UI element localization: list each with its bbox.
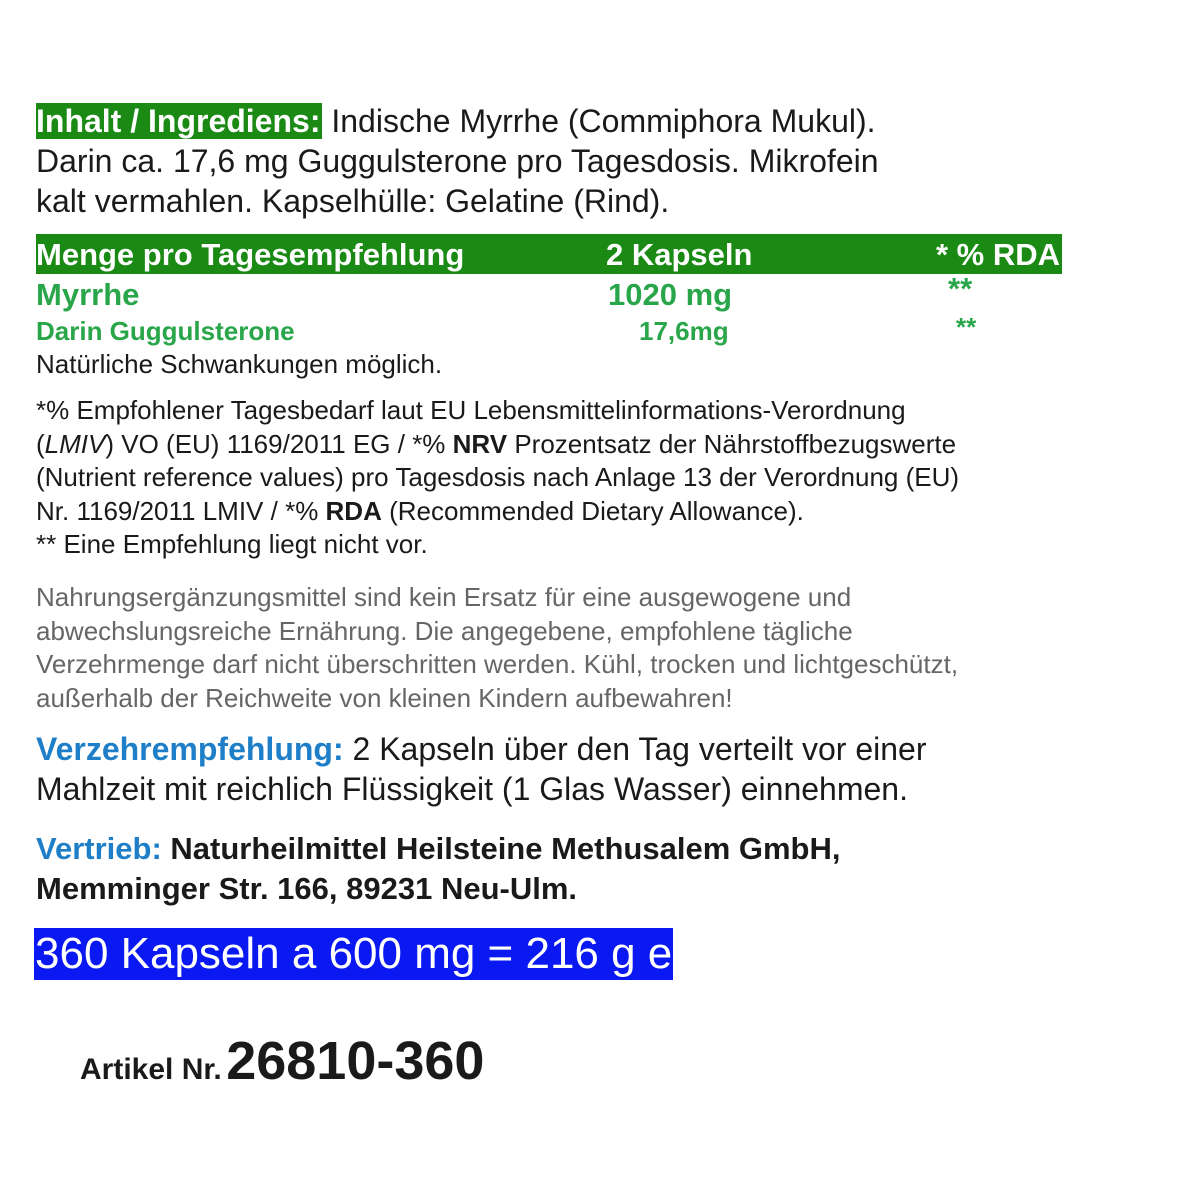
lmiv-term: LMIV [44,428,106,459]
dosage-label: Verzehrempfehlung: [36,731,344,767]
legal-l2-rest: Prozentsatz der Nährstoffbezugswerte [507,428,957,459]
header-rda: * % RDA [935,237,1060,272]
nrv-term: NRV [452,428,508,459]
row-name: Myrrhe [36,277,140,312]
dosage-recommendation [36,729,1136,809]
ingredients-line-2: Darin ca. 17,6 mg Guggulsterone pro Tagesdosis. Mikrofein [36,143,879,179]
nutrition-table [36,234,1062,348]
header-capsules: 2 Kapseln [606,237,753,272]
distributor-address: Memminger Str. 166, 89231 Neu-Ulm. [36,871,578,906]
legal-line-3: (Nutrient reference values) pro Tagesdosis nach Anlage 13 der Verordnung (EU) [36,462,960,492]
legal-footnote [36,394,1136,562]
header-amount-per-day: Menge pro Tagesempfehlung [36,237,465,272]
warning-line-1: Nahrungsergänzungsmittel sind kein Ersatz für eine ausgewogene und [36,582,852,612]
legal-l4-rest: (Recommended Dietary Allowance). [381,495,804,526]
variation-note: Natürliche Schwankungen möglich. [36,349,443,379]
distributor-info [36,829,1136,909]
nutrition-table-header [36,234,1062,274]
row-amount: 1020 mg [608,277,733,312]
ingredients-line-3: kalt vermahlen. Kapselhülle: Gelatine (Rind). [36,183,670,219]
ingredients-section [36,101,1036,221]
warning-line-4: außerhalb der Reichweite von kleinen Kindern aufbewahren! [36,682,733,713]
distributor-label: Vertrieb: [36,831,162,866]
row-rda: ** [956,312,977,342]
legal-l2-open: ( [36,428,45,459]
row-rda: ** [948,271,973,306]
article-label: Artikel Nr. [80,1053,222,1086]
supplement-warning [36,581,1136,715]
legal-line-5: ** Eine Empfehlung liegt nicht vor. [36,529,428,559]
ingredients-label: Inhalt / Ingrediens: [36,103,321,139]
row-name: Darin Guggulsterone [36,316,295,346]
legal-line-1: *% Empfohlener Tagesbedarf laut EU Lebensmittelinformations-Verordnung [36,395,906,425]
package-content-banner: 360 Kapseln a 600 mg = 216 g e [35,929,673,978]
dosage-line-2: Mahlzeit mit reichlich Flüssigkeit (1 Glas Wasser) einnehmen. [36,771,908,807]
article-number-value: 26810-360 [226,1031,485,1091]
distributor-name: Naturheilmittel Heilsteine Methusalem GmbH, [161,831,841,866]
table-row [36,314,1062,348]
row-amount: 17,6mg [639,316,729,346]
article-number [80,1030,484,1092]
warning-line-3: Verzehrmenge darf nicht überschritten werden. Kühl, trocken und lichtgeschützt, [36,649,959,679]
table-row [36,271,1062,314]
legal-l4-start: Nr. 1169/2011 LMIV / *% [36,495,326,526]
rda-term: RDA [325,495,382,526]
dosage-text: 2 Kapseln über den Tag verteilt vor einer [343,731,927,767]
ingredients-text: Indische Myrrhe (Commiphora Mukul). [322,103,876,139]
warning-line-2: abwechslungsreiche Ernährung. Die angegebene, empfohlene tägliche [36,615,853,646]
legal-l2-mid: ) VO (EU) 1169/2011 EG / *% [105,428,453,459]
